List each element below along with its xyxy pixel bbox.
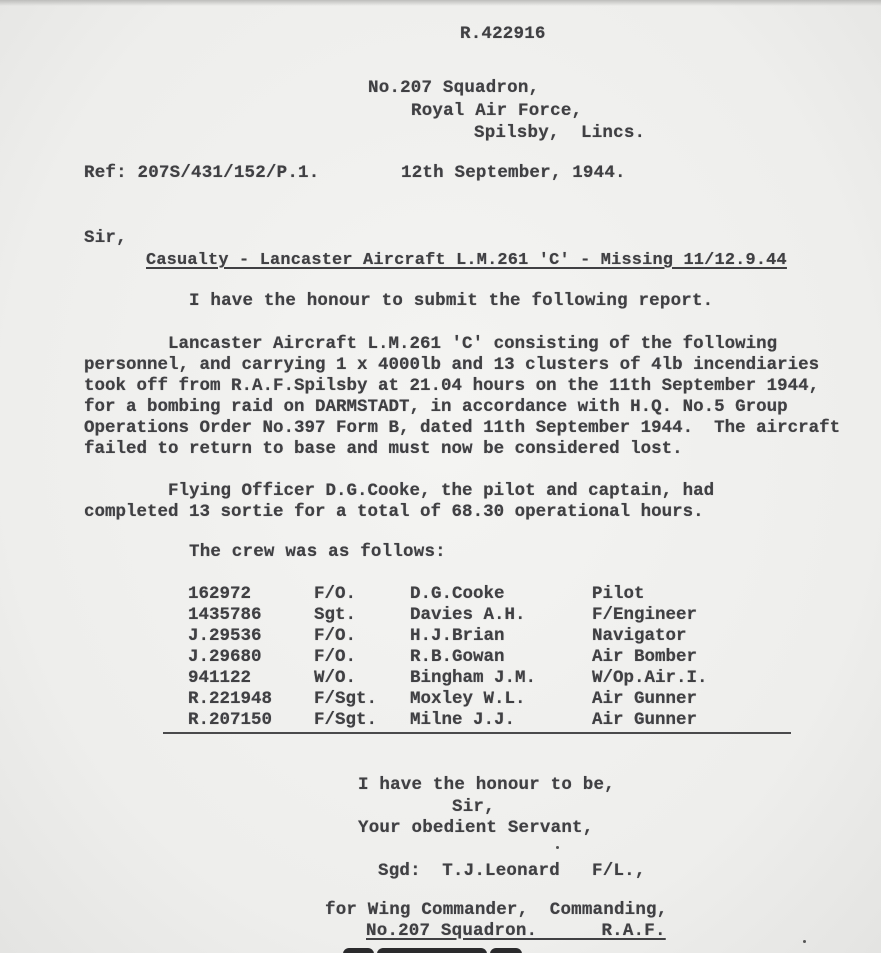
file-reference: R.422916 <box>460 24 546 44</box>
rank: F/O. <box>314 584 357 604</box>
crew-row <box>188 626 828 647</box>
crew-row <box>188 647 828 668</box>
crew-row <box>188 584 828 605</box>
toolbar-tab[interactable] <box>377 948 487 953</box>
crew-name: Moxley W.L. <box>410 689 526 709</box>
crew-row <box>188 668 828 689</box>
crew-intro: The crew was as follows: <box>189 542 446 562</box>
signature-block-line-1: for Wing Commander, Commanding, <box>325 900 668 920</box>
service-number: 1435786 <box>188 605 262 625</box>
crew-role: Air Bomber <box>592 647 698 667</box>
crew-role: F/Engineer <box>592 605 698 625</box>
letter-date: 12th September, 1944. <box>401 163 626 183</box>
crew-name: R.B.Gowan <box>410 647 505 667</box>
crew-role: Navigator <box>592 626 687 646</box>
service-number: R.221948 <box>188 689 273 709</box>
toolbar-tab[interactable] <box>490 948 522 953</box>
rank: F/Sgt. <box>314 689 378 709</box>
crew-table-rule <box>163 732 791 734</box>
rank: W/O. <box>314 668 357 688</box>
scan-edge-shadow <box>0 0 881 6</box>
paragraph-line: Flying Officer D.G.Cooke, the pilot and captain, had <box>84 481 715 501</box>
crew-role: Air Gunner <box>592 710 698 730</box>
crew-name: Milne J.J. <box>410 710 516 730</box>
paragraph-line: took off from R.A.F.Spilsby at 21.04 hours on the 11th September 1944, <box>84 376 820 396</box>
service-number: 941122 <box>188 668 252 688</box>
ink-speck <box>803 940 806 943</box>
closing-line-2: Sir, <box>452 797 495 817</box>
paragraph-line: Operations Order No.397 Form B, dated 11th September 1944. The aircraft <box>84 418 841 438</box>
crew-name: H.J.Brian <box>410 626 505 646</box>
crew-role: Air Gunner <box>592 689 698 709</box>
subject-line: Casualty - Lancaster Aircraft L.M.261 'C' - Missing 11/12.9.44 <box>146 251 787 270</box>
ink-speck <box>556 846 559 849</box>
signature-line: Sgd: T.J.Leonard F/L., <box>378 861 646 881</box>
crew-role: W/Op.Air.I. <box>592 668 708 688</box>
paragraph-line: Lancaster Aircraft L.M.261 'C' consisting of the following <box>84 334 778 354</box>
paragraph-line: completed 13 sortie for a total of 68.30 operational hours. <box>84 502 704 522</box>
service-number: J.29680 <box>188 647 262 667</box>
address-line-3: Spilsby, Lincs. <box>474 123 646 143</box>
paragraph-line: personnel, and carrying 1 x 4000lb and 13 clusters of 4lb incendiaries <box>84 355 820 375</box>
paragraph-line: failed to return to base and must now be considered lost. <box>84 439 683 459</box>
service-number: R.207150 <box>188 710 273 730</box>
rank: F/O. <box>314 626 357 646</box>
service-number: 162972 <box>188 584 252 604</box>
crew-table <box>188 584 828 738</box>
signature-block-line-2: No.207 Squadron. R.A.F. <box>366 921 666 941</box>
closing-line-3: Your obedient Servant, <box>358 818 594 838</box>
service-number: J.29536 <box>188 626 262 646</box>
crew-row <box>188 605 828 626</box>
crew-name: Bingham J.M. <box>410 668 537 688</box>
crew-role: Pilot <box>592 584 645 604</box>
paragraph-line: for a bombing raid on DARMSTADT, in accordance with H.Q. No.5 Group <box>84 397 788 417</box>
rank: F/O. <box>314 647 357 667</box>
closing-line-1: I have the honour to be, <box>358 775 615 795</box>
address-line-1: No.207 Squadron, <box>368 78 540 98</box>
crew-name: Davies A.H. <box>410 605 526 625</box>
crew-row <box>188 710 828 731</box>
reference-number: Ref: 207S/431/152/P.1. <box>84 163 320 183</box>
crew-name: D.G.Cooke <box>410 584 505 604</box>
rank: Sgt. <box>314 605 357 625</box>
opening-sentence: I have the honour to submit the following report. <box>189 291 714 311</box>
crew-row <box>188 689 828 710</box>
rank: F/Sgt. <box>314 710 378 730</box>
address-line-2: Royal Air Force, <box>411 101 583 121</box>
toolbar-tab[interactable] <box>343 948 374 953</box>
salutation: Sir, <box>84 228 127 248</box>
